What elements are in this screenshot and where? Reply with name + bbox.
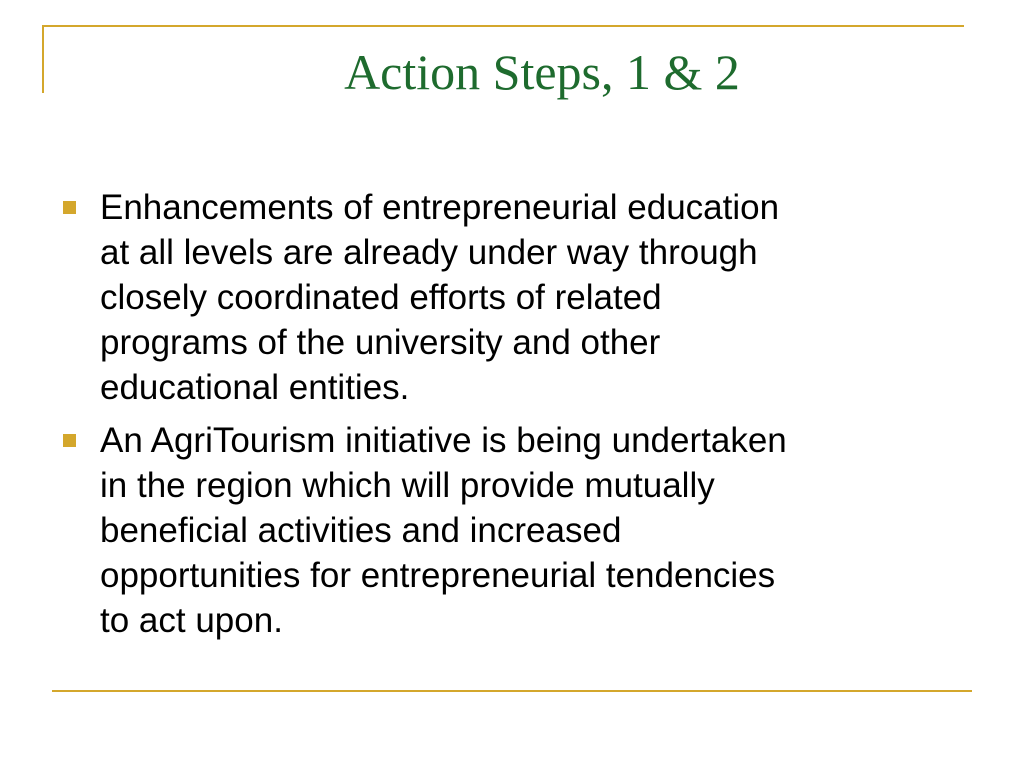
bullet-line: beneficial activities and increased [100, 511, 622, 550]
bullet-item-2 [62, 418, 962, 643]
bullet-list [62, 185, 962, 651]
bullet-line: to act upon. [100, 601, 283, 640]
bullet-item-1 [62, 185, 962, 410]
bullet-line: Enhancements of entrepreneurial education [100, 188, 780, 227]
bullet-line: closely coordinated efforts of related [100, 278, 662, 317]
bullet-line: in the region which will provide mutually [100, 466, 715, 505]
bullet-text [100, 418, 962, 643]
bottom-divider-line [52, 690, 972, 692]
bullet-line: at all levels are already under way through [100, 233, 758, 272]
top-divider-line [42, 25, 964, 27]
bullet-line: programs of the university and other [100, 323, 661, 362]
square-bullet-icon [63, 201, 76, 214]
bullet-line: opportunities for entrepreneurial tendencies [100, 556, 776, 595]
bullet-text [100, 185, 962, 410]
bullet-line: An AgriTourism initiative is being undertaken [100, 421, 787, 460]
slide-title: Action Steps, 1 & 2 [344, 44, 740, 100]
bullet-line: educational entities. [100, 368, 410, 407]
square-bullet-icon [63, 434, 76, 447]
